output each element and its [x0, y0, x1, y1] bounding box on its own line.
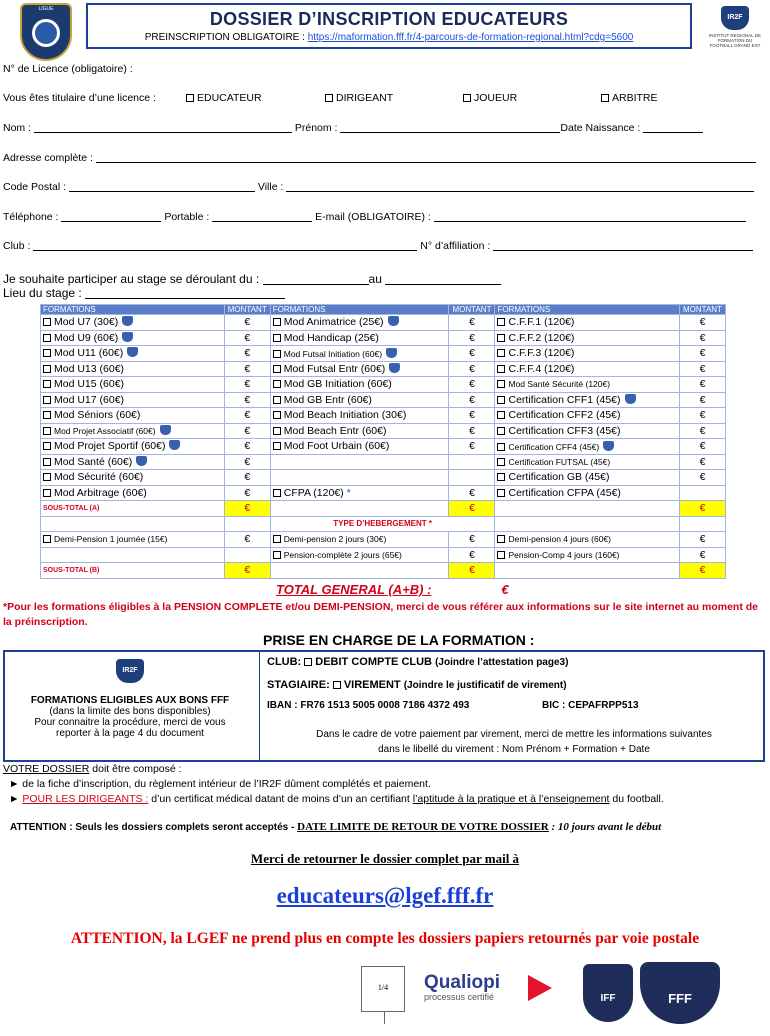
formation-option[interactable]: [41, 408, 225, 424]
montant-cell[interactable]: €: [680, 346, 726, 362]
hebergement-checkbox[interactable]: [273, 535, 281, 543]
stage-lieu: Lieu du stage :: [3, 286, 285, 300]
formation-checkbox[interactable]: [43, 365, 51, 373]
formation-option[interactable]: [495, 330, 680, 346]
formation-option[interactable]: [41, 330, 225, 346]
montant-cell[interactable]: €: [224, 377, 270, 393]
club-row: Club : N° d’affiliation :: [3, 240, 753, 252]
formation-label: C.F.F.2 (120€): [508, 331, 575, 344]
montant-cell[interactable]: €: [224, 392, 270, 408]
formation-checkbox[interactable]: [43, 411, 51, 419]
formations-table: FORMATIONS MONTANT FORMATIONS MONTANT FORMATIONS MONTANT Mod U7 (30€) € Mod Animatrice (25€) € C.F.F.1 (120€) € Mod U9 (60€) € Mod Handicap (25€) € C.F.F.2 (120€) € Mod U11 (60€) € Mod Futsal Initiation (60€) € C.F.F.3 (120€) € Mod U13 (60€) € Mod Futsal Entr (60€) € C.F.F.4 (120€) € Mod U15 (60€) € Mod GB Initiation (60€) € Mod Santé Sécurité (120€) € Mod U17 (60€) € Mod GB Entr (60€) € Certification CFF1 (45€) € Mod Séniors (60€) € Mod Beach Initiation (30€) € Certification CFF2 (45€) € Mod Projet Associatif (60€) € Mod Beach Entr (60€) € Certification CFF3 (45€) € Mod Projet Sportif (60€) € Mod Foot Urbain (60€) € Certification CFF4 (45€) € Mod Santé (60€) € Certification FUTSAL (45€) € Mod Sécurité (60€) € Certification GB (45€) € Mod Arbitrage (60€) € CFPA (120€) * € Certification CFPA (45€) SOUS-TOTAL (A) € € € TYPE D’HEBERGEMENT * Demi-Pension 1 journée (15€) € Demi-pension 2 jours (30€) € Demi-pension 4 jours (60€) € Pension-complète 2 jours (65€) € Pension-Comp 4 jours (160€) € SOUS-TOTAL (B) € € €: [40, 304, 726, 579]
montant-cell[interactable]: €: [449, 377, 495, 393]
formation-option[interactable]: [41, 392, 225, 408]
formation-label: Certification CFF1 (45€): [508, 393, 621, 406]
stage-to-field[interactable]: [385, 275, 501, 285]
montant-cell[interactable]: €: [680, 454, 726, 470]
formation-label: Mod Santé Sécurité (120€): [508, 379, 611, 390]
bank-info: IBAN : FR76 1513 5005 0008 7186 4372 493 BIC : CEPAFRPP513: [267, 700, 639, 711]
formation-option[interactable]: [495, 346, 680, 362]
formation-checkbox[interactable]: [273, 427, 281, 435]
formation-checkbox[interactable]: [497, 380, 505, 388]
club-checkbox[interactable]: [304, 658, 312, 666]
joueur-checkbox[interactable]: [463, 94, 471, 102]
formation-checkbox[interactable]: [497, 396, 505, 404]
montant-cell[interactable]: €: [224, 315, 270, 331]
montant-cell[interactable]: €: [449, 330, 495, 346]
formation-checkbox[interactable]: [497, 411, 505, 419]
table-row: [41, 377, 726, 393]
subtotal-value: €: [224, 563, 270, 579]
formation-label: Mod U9 (60€): [54, 331, 119, 344]
formation-option[interactable]: [270, 408, 449, 424]
ir2f-small-logo: IR2F: [116, 659, 144, 683]
contact-email[interactable]: educateurs@lgef.fff.fr: [276, 883, 494, 908]
formation-option[interactable]: [495, 315, 680, 331]
formation-checkbox[interactable]: [497, 334, 505, 342]
formation-checkbox[interactable]: [497, 443, 505, 451]
cp-field[interactable]: [69, 182, 255, 192]
fff-logo: FFF: [640, 962, 720, 1024]
formation-option[interactable]: [495, 485, 680, 501]
educateur-checkbox[interactable]: [186, 94, 194, 102]
formation-option[interactable]: CFPA (120€) *: [270, 485, 449, 501]
formation-label: Mod Futsal Initiation (60€): [283, 348, 383, 359]
montant-cell[interactable]: €: [680, 315, 726, 331]
postal-warning: ATTENTION, la LGEF ne prend plus en compte les dossiers papiers retournés par voie postale: [70, 930, 700, 947]
subtotal-label: SOUS-TOTAL (B): [41, 563, 225, 579]
montant-cell[interactable]: €: [680, 408, 726, 424]
formation-checkbox[interactable]: [273, 442, 281, 450]
pension-note: *Pour les formations éligibles à la PENSION COMPLETE et/ou DEMI-PENSION, merci de vous référer aux informations sur le site internet au moment de la préinscription.: [3, 601, 759, 628]
formation-label: Mod U7 (30€): [54, 316, 119, 329]
formation-label: Mod GB Initiation (60€): [283, 378, 392, 391]
address-row: Adresse complète :: [3, 152, 756, 164]
subtotal-value: €: [680, 563, 726, 579]
preinscription-link[interactable]: https://maformation.fff.fr/4-parcours-de-formation-regional.html?cdg=5600: [307, 32, 634, 43]
formation-label: C.F.F.4 (120€): [508, 362, 575, 375]
ligue-logo: LIGUE: [20, 3, 72, 61]
montant-cell[interactable]: €: [449, 485, 495, 501]
formation-label: Certification GB (45€): [508, 471, 610, 484]
formation-label: Mod U13 (60€): [54, 362, 125, 375]
iff-logo: IFF: [583, 964, 633, 1022]
licence-field[interactable]: N° de Licence (obligatoire) :: [3, 63, 133, 75]
formation-checkbox[interactable]: [273, 380, 281, 388]
formation-checkbox[interactable]: [43, 380, 51, 388]
naissance-field[interactable]: [643, 123, 703, 133]
ir2f-icon: [625, 394, 636, 404]
montant-cell[interactable]: €: [680, 423, 726, 439]
montant-cell[interactable]: €: [449, 392, 495, 408]
adresse-field[interactable]: [96, 153, 756, 163]
page-number: 1/4: [361, 966, 405, 1012]
subtotal-label: SOUS-TOTAL (A): [41, 501, 225, 517]
table-row: [41, 470, 726, 486]
hebergement-title: TYPE D’HEBERGEMENT *: [270, 516, 495, 532]
nom-field[interactable]: [34, 123, 292, 133]
montant-cell[interactable]: €: [224, 408, 270, 424]
formation-checkbox[interactable]: [497, 458, 505, 466]
formation-label: Certification FUTSAL (45€): [508, 456, 611, 467]
table-row: [41, 346, 726, 362]
formation-label: Mod U17 (60€): [54, 393, 125, 406]
prenom-field[interactable]: [340, 123, 560, 133]
ir2f-icon: [122, 316, 133, 326]
montant-cell[interactable]: €: [224, 330, 270, 346]
formation-checkbox[interactable]: [497, 318, 505, 326]
table-row: [41, 330, 726, 346]
hebergement-checkbox[interactable]: [43, 535, 51, 543]
formation-checkbox[interactable]: [273, 334, 281, 342]
formation-option[interactable]: [495, 361, 680, 377]
qualiopi-logo: Qualiopi processus certifié: [424, 972, 500, 1002]
formation-option[interactable]: [41, 423, 225, 439]
formation-label: Mod Futsal Entr (60€): [283, 362, 386, 375]
dossier-contents: VOTRE DOSSIER doit être composé : ► de la fiche d’inscription, du règlement intérieur de l’IR2F dûment complétés et paiement. ► POUR LES DIRIGEANTS : d’un certificat médical datant de moins d’un an certifiant l’aptitude à la pratique et à l’enseignement du football.: [3, 763, 664, 805]
formation-checkbox[interactable]: [273, 318, 281, 326]
ir2f-logo: IR2F INSTITUT REGIONAL DE FORMATION DU FOOTBALL GRAND EST: [706, 6, 764, 64]
formation-label: Mod U11 (60€): [54, 347, 124, 360]
formation-option[interactable]: [495, 377, 680, 393]
arbitre-checkbox[interactable]: [601, 94, 609, 102]
hebergement-option[interactable]: Demi-pension 4 jours (60€): [495, 532, 680, 548]
formation-option[interactable]: [270, 439, 449, 455]
formation-checkbox[interactable]: [43, 489, 51, 497]
header: DOSSIER D’INSCRIPTION EDUCATEURS PREINSCRIPTION OBLIGATOIRE : https://maformation.fff.fr/4-parcours-de-formation-regional.html?cdg=5600: [86, 3, 692, 49]
formation-checkbox[interactable]: [497, 365, 505, 373]
formation-label: Mod Beach Initiation (30€): [283, 409, 407, 422]
table-row: [41, 408, 726, 424]
formation-label: Mod Projet Sportif (60€): [54, 440, 166, 453]
stagiaire-checkbox[interactable]: [333, 681, 341, 689]
formation-checkbox[interactable]: [43, 427, 51, 435]
subtotal-value: €: [680, 501, 726, 517]
subtotal-value: €: [449, 563, 495, 579]
qualiopi-mark: [528, 975, 552, 1001]
formation-label: C.F.F.3 (120€): [508, 347, 575, 360]
formation-option[interactable]: [270, 423, 449, 439]
formation-option[interactable]: [495, 454, 680, 470]
formation-label: Mod Animatrice (25€): [283, 316, 384, 329]
ville-field[interactable]: [286, 182, 754, 192]
ir2f-icon: [122, 332, 133, 342]
montant-cell[interactable]: €: [680, 361, 726, 377]
formation-option[interactable]: [270, 330, 449, 346]
formation-label: Mod Projet Associatif (60€): [54, 426, 156, 437]
formation-checkbox[interactable]: [43, 458, 51, 466]
formation-label: Mod Sécurité (60€): [54, 471, 144, 484]
formation-label: Certification CFPA (45€): [508, 486, 621, 499]
stage-lieu-field[interactable]: [85, 289, 285, 299]
table-row: [41, 439, 726, 455]
formation-checkbox[interactable]: [43, 473, 51, 481]
formation-label: Certification CFF4 (45€): [508, 441, 600, 452]
formation-label: Certification CFF2 (45€): [508, 409, 621, 422]
ir2f-icon: [136, 456, 147, 466]
montant-cell[interactable]: €: [449, 439, 495, 455]
hebergement-option[interactable]: Demi-Pension 1 journée (15€): [41, 532, 225, 548]
montant-cell[interactable]: €: [224, 454, 270, 470]
formation-label: Mod Handicap (25€): [283, 331, 379, 344]
formation-checkbox[interactable]: [273, 350, 281, 358]
formation-checkbox[interactable]: [497, 427, 505, 435]
ir2f-icon: [160, 425, 171, 435]
formation-checkbox[interactable]: [43, 318, 51, 326]
formation-option[interactable]: [41, 454, 225, 470]
formation-option[interactable]: [41, 470, 225, 486]
montant-cell[interactable]: €: [224, 346, 270, 362]
montant-cell[interactable]: €: [680, 377, 726, 393]
formation-option[interactable]: [495, 392, 680, 408]
ir2f-icon: [388, 316, 399, 326]
formation-option[interactable]: [270, 392, 449, 408]
table-row: [41, 454, 726, 470]
contact-row: Téléphone : Portable : E-mail (OBLIGATOIRE) :: [3, 211, 746, 223]
formation-label: Mod Santé (60€): [54, 455, 133, 468]
montant-cell[interactable]: €: [449, 423, 495, 439]
table-row: [41, 315, 726, 331]
tel-field[interactable]: [61, 212, 161, 222]
formation-label: Mod Séniors (60€): [54, 409, 141, 422]
montant-cell[interactable]: €: [449, 315, 495, 331]
subtotal-value: €: [449, 501, 495, 517]
montant-cell[interactable]: €: [449, 408, 495, 424]
formation-label: C.F.F.1 (120€): [508, 316, 575, 329]
table-row: [41, 392, 726, 408]
formation-option[interactable]: [41, 377, 225, 393]
formation-label: CFPA (120€): [283, 486, 344, 499]
dirigeant-checkbox[interactable]: [325, 94, 333, 102]
formation-label: Mod U15 (60€): [54, 378, 125, 391]
formation-option[interactable]: [270, 346, 449, 362]
formation-checkbox[interactable]: [273, 365, 281, 373]
formation-option[interactable]: [270, 377, 449, 393]
formation-label: Mod GB Entr (60€): [283, 393, 372, 406]
montant-cell[interactable]: €: [680, 330, 726, 346]
hebergement-checkbox[interactable]: [273, 551, 281, 559]
formation-option[interactable]: [495, 408, 680, 424]
ir2f-icon: [386, 348, 397, 358]
formation-checkbox[interactable]: [43, 396, 51, 404]
club-field[interactable]: [33, 241, 417, 251]
licence-type-row: Vous êtes titulaire d’une licence : EDUCATEUR DIRIGEANT JOUEUR ARBITRE: [3, 92, 658, 104]
formation-option[interactable]: [495, 423, 680, 439]
subtotal-value: €: [224, 501, 270, 517]
formation-label: Mod Arbitrage (60€): [54, 486, 147, 499]
montant-cell[interactable]: €: [680, 392, 726, 408]
formation-option[interactable]: [41, 346, 225, 362]
table-row: [41, 485, 726, 501]
formation-label: Certification CFF3 (45€): [508, 424, 621, 437]
prise-title: PRISE EN CHARGE DE LA FORMATION :: [263, 632, 535, 648]
formation-option[interactable]: [495, 439, 680, 455]
formation-option[interactable]: [270, 315, 449, 331]
portable-field[interactable]: [212, 212, 312, 222]
formation-checkbox[interactable]: [43, 442, 51, 450]
formation-option[interactable]: [270, 361, 449, 377]
formation-checkbox[interactable]: [43, 349, 51, 357]
formation-checkbox[interactable]: [273, 489, 281, 497]
club-payment: CLUB: DEBIT COMPTE CLUB (Joindre l’attestation page3): [267, 656, 569, 668]
montant-cell[interactable]: €: [224, 423, 270, 439]
deadline-notice: ATTENTION : Seuls les dossiers complets seront acceptés - DATE LIMITE DE RETOUR DE VOTRE DOSSIER : 10 jours avant le début: [10, 821, 662, 833]
formation-option[interactable]: [41, 485, 225, 501]
formation-option[interactable]: [41, 439, 225, 455]
table-row: [41, 361, 726, 377]
formation-checkbox[interactable]: [497, 473, 505, 481]
affiliation-field[interactable]: [493, 241, 753, 251]
montant-cell[interactable]: €: [224, 361, 270, 377]
formation-checkbox[interactable]: [43, 334, 51, 342]
name-row: Nom : Prénom : Date Naissance :: [3, 122, 703, 134]
montant-cell[interactable]: €: [680, 470, 726, 486]
ir2f-icon: [603, 441, 614, 451]
ir2f-icon: [127, 347, 138, 357]
formation-checkbox[interactable]: [273, 411, 281, 419]
montant-cell[interactable]: €: [224, 439, 270, 455]
hebergement-option[interactable]: Pension-complète 2 jours (65€): [270, 547, 449, 563]
page-title: DOSSIER D’INSCRIPTION EDUCATEURS: [209, 9, 569, 29]
formation-label: Mod Beach Entr (60€): [283, 424, 387, 437]
stage-dates: Je souhaite participer au stage se déroulant du : au: [3, 272, 501, 286]
formation-option[interactable]: [41, 361, 225, 377]
hebergement-option[interactable]: Pension-Comp 4 jours (160€): [495, 547, 680, 563]
ir2f-icon: [169, 440, 180, 450]
montant-cell[interactable]: €: [224, 470, 270, 486]
formation-checkbox[interactable]: [497, 349, 505, 357]
formation-checkbox[interactable]: [273, 396, 281, 404]
montant-cell[interactable]: €: [680, 439, 726, 455]
montant-cell[interactable]: €: [449, 361, 495, 377]
formation-option[interactable]: [495, 470, 680, 486]
stage-from-field[interactable]: [263, 275, 369, 285]
city-row: Code Postal : Ville :: [3, 181, 754, 193]
merci-text: Merci de retourner le dossier complet par mail à: [250, 851, 520, 866]
stagiaire-payment: STAGIAIRE: VIREMENT (Joindre le justificatif de virement): [267, 679, 567, 691]
formation-label: Mod Foot Urbain (60€): [283, 440, 390, 453]
hebergement-checkbox[interactable]: [497, 551, 505, 559]
montant-cell[interactable]: €: [449, 346, 495, 362]
bons-fff-info: IR2F FORMATIONS ELIGIBLES AUX BONS FFF (dans la limite des bons disponibles) Pour connaitre la procédure, merci de vous reporter à la page 4 du document: [6, 655, 254, 739]
hebergement-checkbox[interactable]: [497, 535, 505, 543]
ir2f-icon: [389, 363, 400, 373]
hebergement-option[interactable]: Demi-pension 2 jours (30€): [270, 532, 449, 548]
montant-cell[interactable]: €: [224, 485, 270, 501]
table-row: [41, 423, 726, 439]
virement-info: Dans le cadre de votre paiement par virement, merci de mettre les informations suivantes dans le libellé du virement : Nom Prénom + Formation + Date: [316, 729, 712, 755]
total-general: TOTAL GENERAL (A+B) : €: [276, 582, 509, 597]
formation-option[interactable]: [41, 315, 225, 331]
formation-checkbox[interactable]: [497, 489, 505, 497]
email-field[interactable]: [434, 212, 746, 222]
